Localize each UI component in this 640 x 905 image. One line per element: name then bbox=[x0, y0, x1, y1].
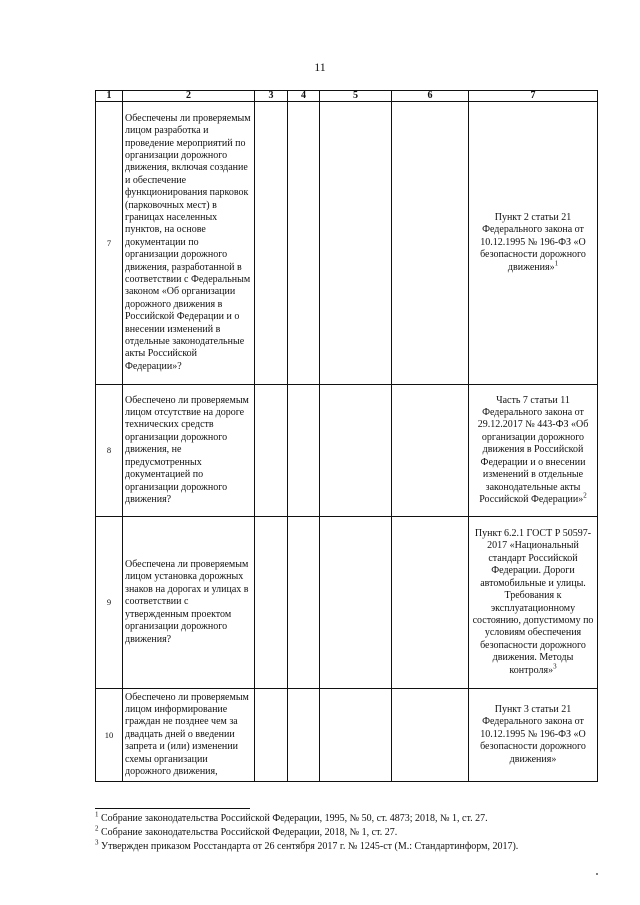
footnote-mark: 3 bbox=[553, 662, 557, 671]
row-number: 8 bbox=[96, 385, 123, 517]
empty-cell bbox=[320, 102, 392, 385]
footnote-mark: 2 bbox=[583, 491, 587, 500]
table-row bbox=[96, 102, 598, 385]
footnote-text: Собрание законодательства Российской Федерации, 2018, № 1, ст. 27. bbox=[98, 827, 398, 838]
empty-cell bbox=[255, 102, 288, 385]
footnote bbox=[95, 840, 595, 854]
column-header: 5 bbox=[320, 91, 392, 102]
empty-cell bbox=[255, 517, 288, 689]
empty-cell bbox=[288, 517, 320, 689]
page-number: 11 bbox=[314, 60, 326, 74]
footnotes bbox=[95, 812, 595, 854]
reference-text: Часть 7 статьи 11 Федерального закона от 29.12.2017 № 443-ФЗ «Об организации дорожного движения в Российской Федерации и о внесении изменений в отдельные законодательные акты Российской Федерации» bbox=[477, 394, 589, 505]
column-header: 7 bbox=[469, 91, 598, 102]
checklist-table bbox=[95, 90, 598, 782]
footnote-text: Собрание законодательства Российской Федерации, 1995, № 50, ст. 4873; 2018, № 1, ст. 27. bbox=[98, 813, 488, 824]
row-reference bbox=[469, 689, 598, 782]
row-number: 10 bbox=[96, 689, 123, 782]
empty-cell bbox=[320, 517, 392, 689]
column-header: 6 bbox=[392, 91, 469, 102]
column-header: 2 bbox=[123, 91, 255, 102]
row-reference bbox=[469, 517, 598, 689]
table-row bbox=[96, 385, 598, 517]
empty-cell bbox=[392, 689, 469, 782]
row-number: 7 bbox=[96, 102, 123, 385]
footnote bbox=[95, 812, 595, 826]
empty-cell bbox=[288, 689, 320, 782]
footnote-mark: 1 bbox=[554, 259, 559, 268]
empty-cell bbox=[288, 385, 320, 517]
footnote-mark: 2 bbox=[95, 824, 99, 833]
empty-cell bbox=[320, 385, 392, 517]
footnote-mark: 1 bbox=[95, 810, 99, 819]
row-question: Обеспечено ли проверяемым лицом отсутствие на дороге технических средств организации дорожного движения, не предусмотренных документацией по организации дорожного движения? bbox=[123, 385, 255, 517]
reference-text: Пункт 6.2.1 ГОСТ Р 50597-2017 «Национальный стандарт Российской Федерации. Дороги автомобильные и улицы. Требования к эксплуатационному состоянию, допустимому по условиям обеспечения безопасности дорожного движения. Методы контроля» bbox=[472, 528, 594, 676]
empty-cell bbox=[320, 689, 392, 782]
empty-cell bbox=[392, 102, 469, 385]
row-question: Обеспечены ли проверяемым лицом разработка и проведение мероприятий по организации дорожного движения, включая создание и обеспечение функционирования парковок (парковочных мест) в границах населенных пунктов, на основе документации по организации дорожного движения, разработанной в соответствии с Федеральным законом «Об организации дорожного движения в Российской Федерации и о внесении изменений в отдельные законодательные акты Российской Федерации»? bbox=[123, 102, 255, 385]
footnote-separator bbox=[95, 808, 250, 809]
empty-cell bbox=[288, 102, 320, 385]
column-header: 4 bbox=[288, 91, 320, 102]
footnote-text: Утвержден приказом Росстандарта от 26 сентября 2017 г. № 1245-ст (М.: Стандартинформ, 2017). bbox=[98, 841, 519, 852]
row-reference bbox=[469, 102, 598, 385]
reference-text: Пункт 3 статьи 21 Федерального закона от 10.12.1995 № 196-ФЗ «О безопасности дорожного движения» bbox=[480, 703, 586, 765]
reference-text: Пункт 2 статьи 21 Федерального закона от 10.12.1995 № 196-ФЗ «О безопасности дорожного движения» bbox=[480, 211, 586, 273]
empty-cell bbox=[392, 517, 469, 689]
row-reference bbox=[469, 385, 598, 517]
column-header: 3 bbox=[255, 91, 288, 102]
footnote-mark: 3 bbox=[95, 838, 99, 847]
empty-cell bbox=[255, 689, 288, 782]
table-header-row bbox=[96, 91, 598, 102]
empty-cell bbox=[255, 385, 288, 517]
empty-cell bbox=[392, 385, 469, 517]
row-question: Обеспечено ли проверяемым лицом информирование граждан не позднее чем за двадцать дней о введении запрета и (или) изменении схемы организации дорожного движения, bbox=[123, 689, 255, 782]
table-row bbox=[96, 689, 598, 782]
row-question: Обеспечена ли проверяемым лицом установка дорожных знаков на дорогах и улицах в соответствии с утвержденным проектом организации дорожного движения? bbox=[123, 517, 255, 689]
column-header: 1 bbox=[96, 91, 123, 102]
row-number: 9 bbox=[96, 517, 123, 689]
scan-speck bbox=[596, 873, 598, 875]
footnote bbox=[95, 826, 595, 840]
table-row bbox=[96, 517, 598, 689]
